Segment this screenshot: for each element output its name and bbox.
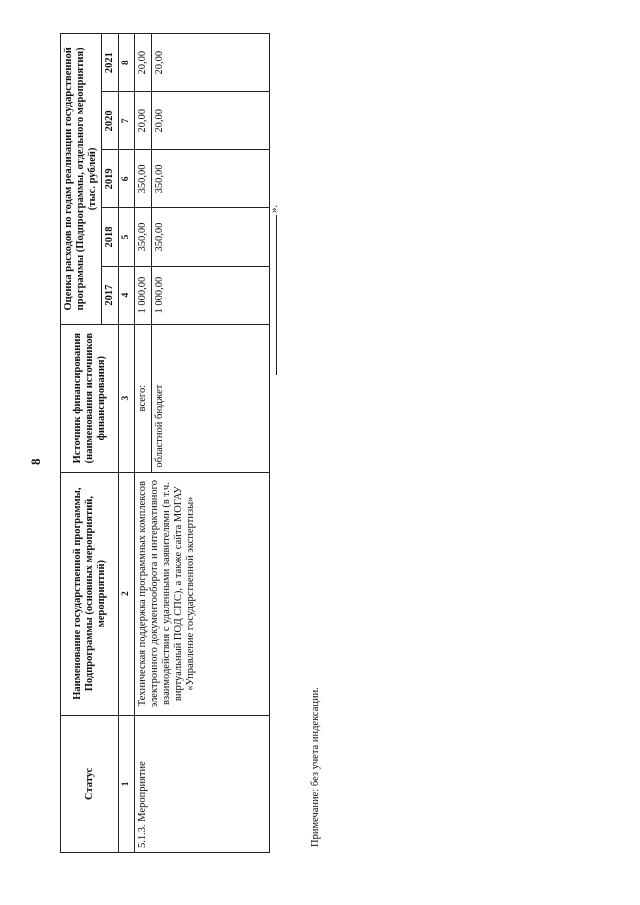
value-cell: 1 000,00 bbox=[135, 266, 152, 324]
value-cell: 20,00 bbox=[135, 34, 152, 92]
value-cell: 350,00 bbox=[152, 208, 270, 266]
column-number: 5 bbox=[119, 208, 135, 266]
header-year: 2020 bbox=[102, 92, 119, 150]
value-cell: 1 000,00 bbox=[152, 266, 270, 324]
column-number: 6 bbox=[119, 150, 135, 208]
header-estimate: Оценка расходов по годам реализации государственной программы (Подпрограммы, отдельного мероприятия) (тыс. рублей) bbox=[61, 34, 102, 325]
column-number: 3 bbox=[119, 324, 135, 472]
value-cell: 20,00 bbox=[152, 92, 270, 150]
signature-line bbox=[276, 215, 277, 375]
header-status: Статус bbox=[61, 715, 119, 852]
header-name: Наименование государственной программы, Подпрограммы (основных мероприятий, мероприятий) bbox=[61, 472, 119, 715]
header-year: 2019 bbox=[102, 150, 119, 208]
value-cell: 20,00 bbox=[152, 34, 270, 92]
value-cell: 350,00 bbox=[135, 150, 152, 208]
column-number-row bbox=[119, 34, 135, 853]
header-row bbox=[61, 34, 102, 853]
row-status: 5.1.3. Мероприятие bbox=[135, 715, 270, 852]
header-year: 2017 bbox=[102, 266, 119, 324]
column-number: 4 bbox=[119, 266, 135, 324]
column-number: 2 bbox=[119, 472, 135, 715]
expenditure-table bbox=[60, 33, 270, 853]
value-cell: 350,00 bbox=[135, 208, 152, 266]
closing-quote: ». bbox=[268, 204, 280, 213]
row-measure-name: Техническая поддержка программных комплексов электронного документооборота и интерактивного взаимодействия с удаленными заявителями (в т.ч. виртуальный ПОД СПС), а также сайта МОГАУ «Управление государственной экспертизы» bbox=[135, 472, 270, 715]
column-number: 7 bbox=[119, 92, 135, 150]
page-number: 8 bbox=[28, 458, 43, 465]
value-cell: 20,00 bbox=[135, 92, 152, 150]
note: Примечание: без учета индексации. bbox=[310, 687, 321, 847]
header-source: Источник финансирования (наименования источников финансирования) bbox=[61, 324, 119, 472]
column-number: 8 bbox=[119, 34, 135, 92]
closing-mark bbox=[268, 205, 280, 375]
row-source-total: всего: bbox=[135, 324, 152, 472]
column-number: 1 bbox=[119, 715, 135, 852]
table-row bbox=[135, 34, 152, 853]
value-cell: 350,00 bbox=[152, 150, 270, 208]
row-source-regional: областной бюджет bbox=[152, 324, 270, 472]
header-year: 2021 bbox=[102, 34, 119, 92]
header-year: 2018 bbox=[102, 208, 119, 266]
